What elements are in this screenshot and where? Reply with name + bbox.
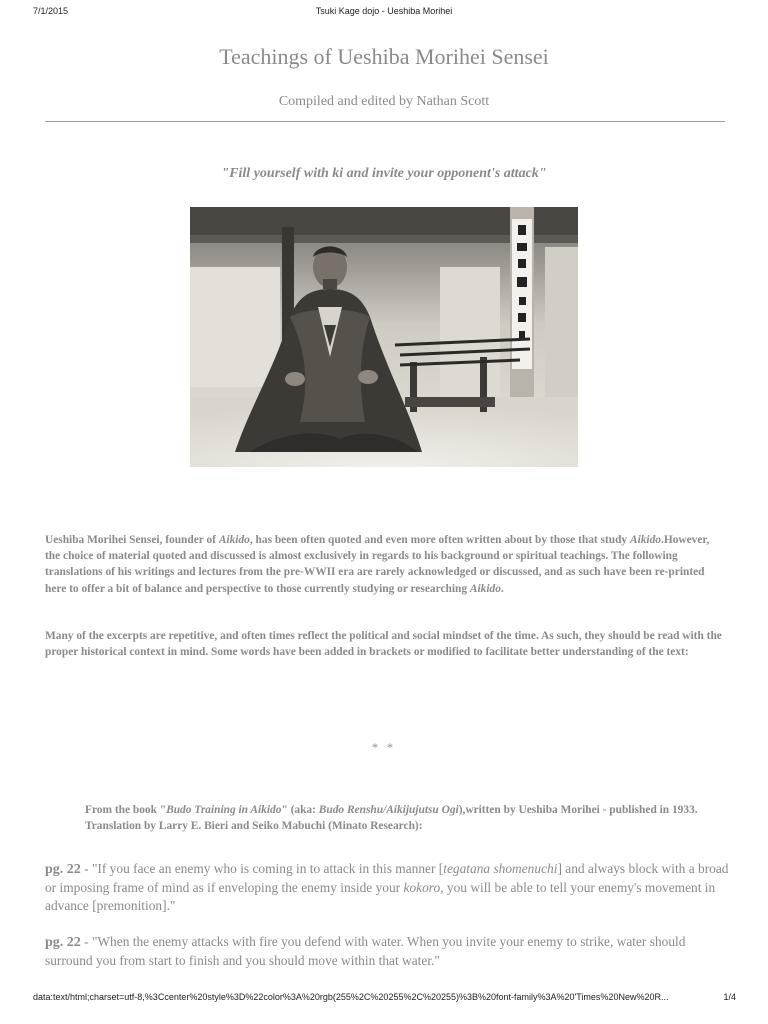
print-page-number: 1/4	[723, 992, 736, 1002]
print-header	[0, 6, 768, 20]
founder-photo	[190, 207, 578, 467]
page-reference: pg. 22	[45, 862, 81, 877]
print-page-title: Tsuki Kage dojo - Ueshiba Morihei	[315, 6, 453, 16]
header-divider	[45, 121, 725, 122]
intro-paragraph-2: Many of the excerpts are repetitive, and often times reflect the political and social mindset of the time. As such, they should be read with the proper historical context in mind. Some words have been added in brackets or modified to facilitate better understanding of the text:	[45, 630, 722, 659]
page-reference: pg. 22	[45, 935, 81, 950]
page-title: Teachings of Ueshiba Morihei Sensei	[219, 44, 549, 69]
excerpt-entry: pg. 22 - "When the enemy attacks with fire you defend with water. When you invite your enemy to strike, water should surround you from start to finish and you should move within that water."	[45, 934, 686, 968]
print-url: data:text/html;charset=utf-8,%3Ccenter%20style%3D%22color%3A%20rgb(255%2C%20255%2C%20255)%3B%20font-family%3A%20'Times%20New%20R...	[33, 992, 669, 1002]
print-date: 7/1/2015	[33, 6, 69, 16]
section-separator: * *	[372, 740, 396, 754]
print-footer	[0, 992, 768, 1006]
intro-paragraph-1: Ueshiba Morihei Sensei, founder of Aikido, has been often quoted and even more often written about by those that study Aikido.However, the choice of material quoted and discussed is almost exclusively in regards to his background or spiritual teachings. The following translations of his writings and lectures from the pre-WWII era are rarely acknowledged or discussed, and as such have been re-printed here to offer a bit of balance and perspective to those currently studying or researching Aikido.	[45, 534, 710, 595]
page-subtitle: Compiled and edited by Nathan Scott	[278, 94, 490, 109]
excerpt-entry: pg. 22 - "If you face an enemy who is coming in to attack in this manner [tegatana shomenuchi] and always block with a broad or imposing frame of mind as if enveloping the enemy inside your kokoro, you will be able to tell your enemy's movement in advance [premonition]."	[45, 861, 729, 913]
featured-quote: "Fill yourself with ki and invite your opponent's attack"	[221, 166, 547, 181]
source-citation: From the book "Budo Training in Aikido" (aka: Budo Renshu/Aikijujutsu Ogi),written by Ueshiba Morihei - published in 1933. Translation by Larry E. Bieri and Seiko Mabuchi (Minato Research):	[85, 804, 698, 832]
